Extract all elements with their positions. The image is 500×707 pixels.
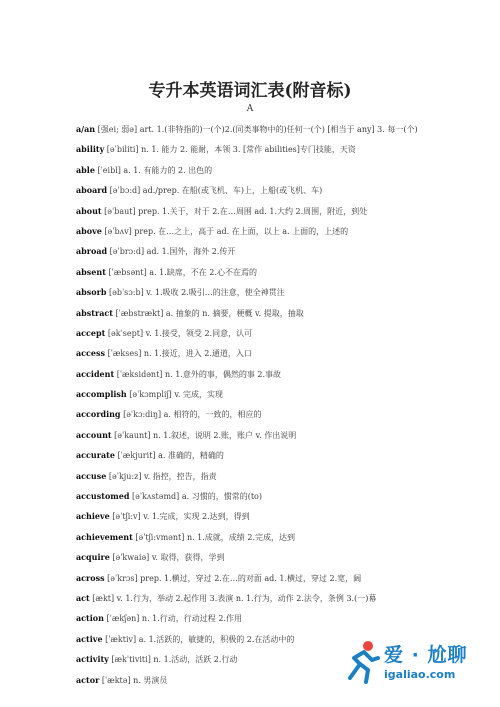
watermark-text: 爱 · 尬聊 <box>384 644 468 666</box>
runner-icon <box>344 638 382 684</box>
list-item <box>76 122 436 142</box>
entry-definition: art. 1.(非特指的)一(个)2.(同类事物中的)任何一(个) [相当于 any] 3. 每一(个) <box>139 125 418 134</box>
list-item <box>76 163 436 183</box>
list-item <box>76 489 436 509</box>
list-item <box>76 591 436 611</box>
entry-word: action <box>76 613 104 624</box>
entry-pronunciation: [əˈkʌstəmd] <box>131 492 180 502</box>
entry-definition: a. 抽象的 n. 摘要，梗概 v. 提取，抽取 <box>165 308 304 318</box>
list-item <box>76 285 436 305</box>
entry-definition: n. 1.接近，进入 2.通道，入口 <box>143 349 252 359</box>
entry-word: active <box>76 633 103 644</box>
entry-pronunciation: [əˈtʃi:v] <box>112 512 141 522</box>
entry-word: above <box>76 225 102 236</box>
entry-definition: prep. 1.关于，对于 2.在…周围 ad. 1.大约 2.周围，附近，到处 <box>138 206 368 216</box>
entry-word: across <box>76 572 105 583</box>
entry-pronunciation: [əˈbrɔ:d] <box>109 247 145 257</box>
entry-word: account <box>76 429 112 440</box>
vocabulary-list <box>76 122 436 693</box>
list-item <box>76 244 436 264</box>
entry-word: absorb <box>76 287 107 298</box>
list-item <box>76 469 436 489</box>
list-item <box>76 571 436 591</box>
entry-definition: prep. 在…之上，高于 ad. 在上面，以上 a. 上面的，上述的 <box>134 226 349 236</box>
entry-pronunciation: [ˈæbstrækt] <box>115 308 164 318</box>
watermark-url: igaliao.com <box>384 668 456 681</box>
list-item <box>76 611 436 631</box>
entry-pronunciation: [əˈbʌv] <box>104 226 132 236</box>
entry-pronunciation: [ˈæktə] <box>101 675 131 685</box>
entry-definition: a. 准确的，精确的 <box>158 451 224 461</box>
list-item <box>76 550 436 570</box>
entry-definition: v. 1.完成，实现 2.达到，得到 <box>143 512 250 522</box>
entry-definition: n. 1. 能力 2. 能耐，本领 3. [常作 abilities]专门技能，天资 <box>141 145 356 155</box>
list-item <box>76 387 436 407</box>
list-item <box>76 306 436 326</box>
entry-definition: a. 1.缺席，不在 2.心不在焉的 <box>149 267 257 277</box>
entry-pronunciation: [ˈækses] <box>107 349 142 359</box>
entry-definition: v. 指控，控告，指责 <box>144 471 217 481</box>
entry-definition: n. 1.叙述，说明 2.账，账户 v. 作出说明 <box>153 430 297 440</box>
entry-word: accustomed <box>76 491 130 502</box>
entry-word: acquire <box>76 552 110 563</box>
entry-definition: a. 相符的，一致的，相应的 <box>163 410 262 420</box>
entry-word: achieve <box>76 511 110 522</box>
entry-definition: ad./prep. 在船(或飞机、车)上，上船(或飞机、车) <box>142 186 323 196</box>
entry-pronunciation: [əˈkju:z] <box>108 471 142 481</box>
entry-word: abstract <box>76 307 113 318</box>
entry-pronunciation: [ˈæktiv] <box>105 634 137 644</box>
entry-pronunciation: [əˈbɔ:d] <box>109 186 141 196</box>
entry-definition: n. 1.行动，行动过程 2.作用 <box>141 614 242 624</box>
entry-definition: a. 1.活跃的，敏捷的，积极的 2.在活动中的 <box>138 634 295 644</box>
entry-pronunciation: [ækt] <box>92 593 115 603</box>
entry-word: ability <box>76 144 105 155</box>
list-item <box>76 204 436 224</box>
entry-word: achievement <box>76 531 133 542</box>
entry-word: accurate <box>76 450 115 461</box>
list-item <box>76 183 436 203</box>
entry-word: aboard <box>76 185 108 196</box>
list-item <box>76 224 436 244</box>
entry-pronunciation: [əˈkrɔs] <box>107 573 138 583</box>
entry-definition: a. 习惯的，惯常的(to) <box>181 492 262 502</box>
page-title: 专升本英语词汇表(附音标) <box>148 81 352 101</box>
entry-word: able <box>76 164 95 175</box>
entry-pronunciation: [əˈbaut] <box>104 206 136 216</box>
entry-word: absent <box>76 266 106 277</box>
entry-pronunciation: [əkˈsept] <box>107 328 144 338</box>
list-item <box>76 326 436 346</box>
entry-word: accident <box>76 368 115 379</box>
entry-word: accept <box>76 327 106 338</box>
entry-pronunciation: [əˈtʃi:vmənt] <box>135 532 185 542</box>
list-item <box>76 428 436 448</box>
entry-definition: n. 1.成就，成绩 2.完成，达到 <box>186 532 295 542</box>
entry-definition: v. 完成，实现 <box>174 390 223 400</box>
entry-word: abroad <box>76 246 108 257</box>
entry-definition: v. 1.行为，举动 2.起作用 3.表演 n. 1.行为，动作 2.法令，条例 3.(一)幕 <box>116 593 377 603</box>
entry-word: about <box>76 205 102 216</box>
watermark-logo <box>344 636 494 696</box>
list-item <box>76 142 436 162</box>
entry-word: access <box>76 348 106 359</box>
entry-definition: ad. 1.国外，海外 2.传开 <box>146 247 236 257</box>
entry-pronunciation: [ækˈtiviti] <box>111 655 151 665</box>
entry-pronunciation: [ˈækjurit] <box>117 451 156 461</box>
entry-word: activity <box>76 654 109 665</box>
entry-pronunciation: [əˈkwaiə] <box>112 553 150 563</box>
entry-pronunciation: [əˈbiliti] <box>106 145 139 155</box>
entry-pronunciation: [强ei; 弱ə] <box>97 125 138 134</box>
list-item <box>76 265 436 285</box>
entry-word: according <box>76 409 121 420</box>
entry-word: actor <box>76 674 100 685</box>
entry-pronunciation: [əˈkɔ:diŋ] <box>123 410 162 420</box>
entry-pronunciation: [ˈeibl] <box>97 165 121 175</box>
entry-pronunciation: [ˈæbsənt] <box>108 267 147 277</box>
entry-pronunciation: [əˈkɔmpliʃ] <box>129 390 172 400</box>
list-item <box>76 509 436 529</box>
entry-pronunciation: [əˈkaunt] <box>114 430 151 440</box>
entry-definition: n. 1.意外的事，偶然的事 2.事故 <box>164 369 282 379</box>
entry-word: act <box>76 592 90 603</box>
entry-pronunciation: [ˈæksidənt] <box>116 369 163 379</box>
list-item <box>76 407 436 427</box>
section-letter: A <box>246 104 254 114</box>
entry-definition: v. 取得，获得，学到 <box>151 553 225 563</box>
list-item <box>76 530 436 550</box>
list-item <box>76 367 436 387</box>
entry-pronunciation: [ˈækʃən] <box>106 614 140 624</box>
entry-word: accomplish <box>76 389 127 400</box>
entry-definition: v. 1.吸收 2.吸引…的注意，使全神贯注 <box>146 288 285 298</box>
list-item <box>76 346 436 366</box>
entry-word: a/an <box>76 124 96 134</box>
entry-word: accuse <box>76 470 107 481</box>
entry-definition: prep. 1.横过，穿过 2.在…的对面 ad. 1.横过，穿过 2.宽，阔 <box>140 573 362 583</box>
entry-definition: n. 1.活动，活跃 2.行动 <box>153 655 238 665</box>
list-item <box>76 448 436 468</box>
entry-definition: v. 1.接受，领受 2.同意，认可 <box>145 328 253 338</box>
entry-pronunciation: [əbˈsɔ:b] <box>108 288 144 298</box>
entry-definition: n. 男演员 <box>133 675 168 685</box>
entry-definition: a. 1. 有能力的 2. 出色的 <box>123 165 213 175</box>
